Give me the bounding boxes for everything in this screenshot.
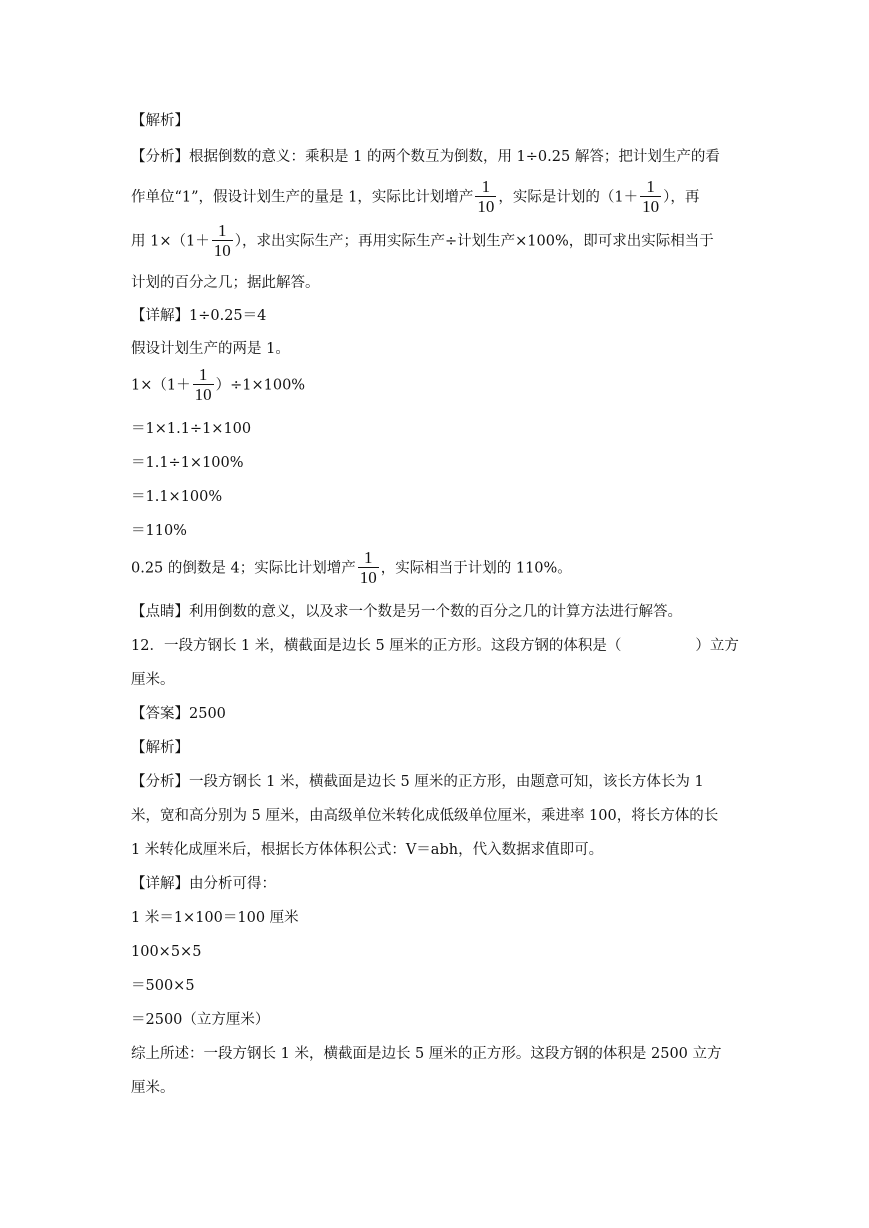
q12-xiangjie-line1: 【详解】由分析可得： [131, 876, 276, 892]
q11-fenxi-line2 [131, 178, 699, 217]
fraction-denominator: 10 [642, 197, 660, 216]
fraction-denominator: 10 [213, 241, 231, 260]
q11-fenxi-line2-part2: ，实际是计划的（1＋ [498, 189, 639, 206]
q11-xiangjie-line8-part2: ，实际相当于计划的 110%。 [380, 560, 572, 577]
fraction-numerator: 1 [363, 548, 373, 567]
q12-question-line1 [131, 636, 739, 656]
q11-fenxi-line1: 【分析】根据倒数的意义：乘积是 1 的两个数互为倒数，用 1÷0.25 解答；把计划生产的看 [131, 149, 720, 165]
q12-xiangjie-line3: 100×5×5 [131, 944, 202, 960]
q12-xiangjie-line7: 厘米。 [131, 1080, 175, 1096]
fraction-denominator: 10 [477, 197, 495, 216]
q12-question-part2: ）立方 [695, 638, 739, 654]
q11-xiangjie-line3-part2: ）÷1×100% [215, 377, 306, 394]
fraction-one-tenth [193, 366, 214, 405]
fraction-denominator: 10 [359, 568, 377, 587]
q11-dianjing: 【点睛】利用倒数的意义，以及求一个数是另一个数的百分之几的计算方法进行解答。 [131, 604, 682, 620]
q12-xiangjie-line6: 综上所述：一段方钢长 1 米，横截面是边长 5 厘米的正方形。这段方钢的体积是 2500 立方 [131, 1046, 722, 1062]
fraction-numerator: 1 [481, 177, 491, 196]
q11-xiangjie-line7: ＝110% [131, 523, 187, 539]
q11-xiangjie-line1: 【详解】1÷0.25＝4 [131, 308, 267, 324]
q12-jiexi-heading: 【解析】 [131, 740, 189, 756]
q12-xiangjie-line4: ＝500×5 [131, 978, 195, 994]
q11-jiexi-heading: 【解析】 [131, 113, 189, 129]
q12-answer: 【答案】2500 [131, 706, 226, 722]
q11-fenxi-line3-part2: ），求出实际生产；再用实际生产÷计划生产×100%，即可求出实际相当于 [234, 233, 714, 250]
q11-fenxi-line2-part1: 作单位“1”，假设计划生产的量是 1，实际比计划增产 [131, 189, 474, 206]
q12-question-line2: 厘米。 [131, 672, 175, 688]
q12-xiangjie-line2: 1 米＝1×100＝100 厘米 [131, 910, 299, 926]
q12-fenxi-line1: 【分析】一段方钢长 1 米，横截面是边长 5 厘米的正方形，由题意可知，该长方体长为 1 [131, 774, 704, 790]
q11-fenxi-line3-part1: 用 1×（1＋ [131, 233, 210, 250]
q11-xiangjie-line6: ＝1.1×100% [131, 489, 223, 505]
fraction-one-tenth [358, 549, 379, 588]
q11-xiangjie-line3 [131, 366, 305, 405]
fraction-one-tenth [212, 222, 233, 261]
q12-question-part1: 12．一段方钢长 1 米，横截面是边长 5 厘米的正方形。这段方钢的体积是（ [131, 638, 622, 654]
q11-xiangjie-line2: 假设计划生产的两是 1。 [131, 341, 290, 357]
fraction-numerator: 1 [198, 365, 208, 384]
q12-fenxi-line2: 米，宽和高分别为 5 厘米，由高级单位米转化成低级单位厘米，乘进率 100，将长方体的长 [131, 808, 719, 824]
q12-xiangjie-line5: ＝2500（立方厘米） [131, 1012, 270, 1028]
q11-xiangjie-line5: ＝1.1÷1×100% [131, 455, 244, 471]
q12-fenxi-line3: 1 米转化成厘米后，根据长方体体积公式：V＝abh，代入数据求值即可。 [131, 842, 604, 858]
fraction-numerator: 1 [217, 221, 227, 240]
q11-xiangjie-line8 [131, 549, 572, 588]
q11-xiangjie-line3-part1: 1×（1＋ [131, 377, 191, 394]
q11-fenxi-line2-part3: ），再 [663, 189, 700, 206]
q11-xiangjie-line4: ＝1×1.1÷1×100 [131, 421, 252, 437]
fraction-one-tenth [640, 178, 661, 217]
q11-xiangjie-line8-part1: 0.25 的倒数是 4；实际比计划增产 [131, 560, 356, 577]
q11-fenxi-line3 [131, 222, 714, 261]
fraction-one-tenth [475, 178, 496, 217]
q11-fenxi-line4: 计划的百分之几；据此解答。 [131, 275, 320, 291]
fraction-denominator: 10 [194, 385, 212, 404]
fraction-numerator: 1 [646, 177, 655, 196]
